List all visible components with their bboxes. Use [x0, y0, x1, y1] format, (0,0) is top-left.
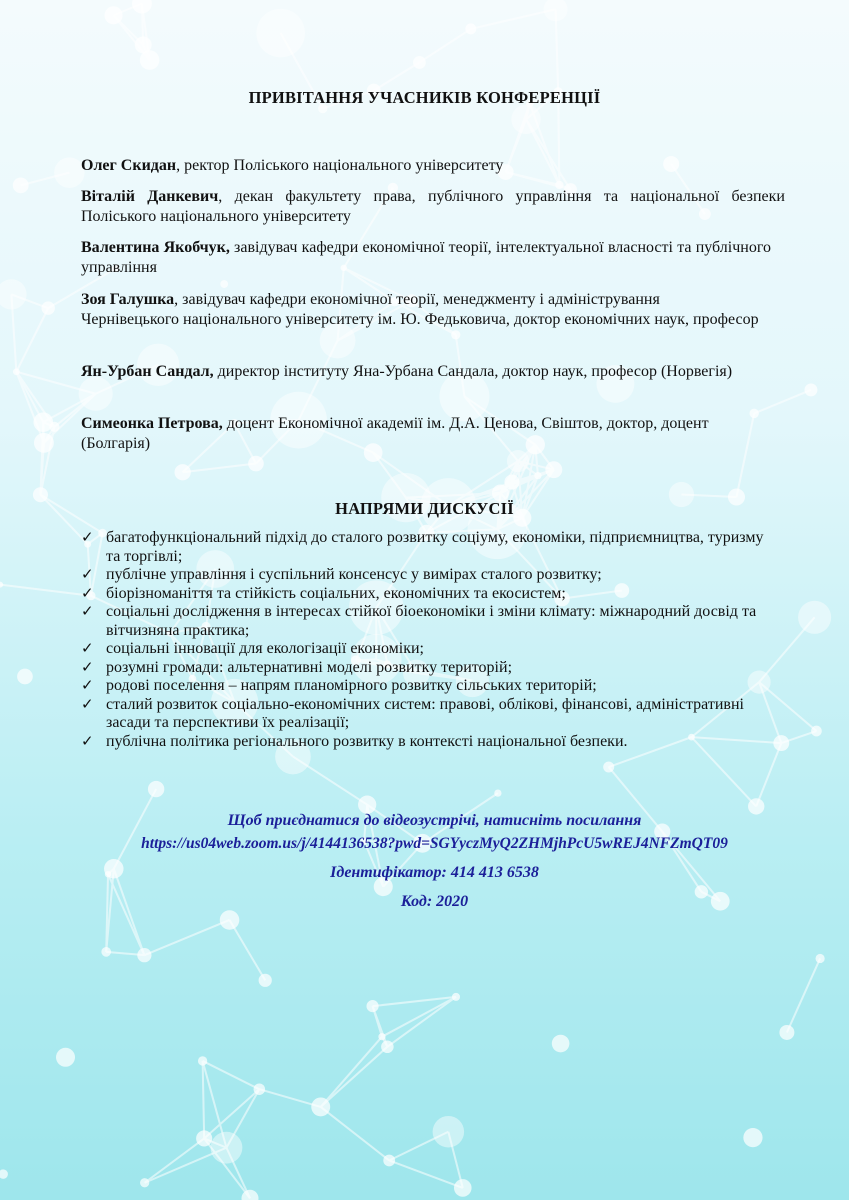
person-name: Симеонка Петрова, — [81, 415, 223, 432]
list-item — [81, 529, 781, 566]
list-item-text: публічне управління і суспільний консенсус у вимірах сталого розвитку; — [106, 566, 602, 583]
checkmark-icon: ✓ — [81, 604, 94, 620]
join-instruction: Щоб приєднатися до відеозустрічі, натисніть посилання — [227, 812, 642, 829]
list-item-text: соціальні дослідження в інтересах стійкої біоекономіки і зміни клімату: міжнародний досвід та вітчизняна практика; — [106, 603, 757, 639]
checkmark-icon: ✓ — [81, 641, 94, 657]
person-role: директор інституту Яна-Урбана Сандала, доктор наук, професор (Норвегія) — [213, 363, 733, 380]
person-role: доцент Економічної академії ім. Д.А. Ценова, Свіштов, доктор, доцент (Болгарія) — [81, 415, 709, 452]
meeting-code: Код: 2020 — [400, 893, 469, 910]
list-item — [81, 603, 781, 640]
checkmark-icon: ✓ — [81, 696, 94, 713]
person-name: Віталій Данкевич — [81, 188, 219, 205]
person-name: Олег Скидан — [81, 157, 177, 174]
list-item — [81, 566, 781, 585]
list-item — [81, 677, 781, 696]
meeting-id: Ідентифікатор: 414 413 6538 — [330, 864, 539, 881]
person-name: Валентина Якобчук, — [81, 239, 230, 256]
directions-list — [81, 529, 781, 751]
person-name: Зоя Галушка — [81, 291, 175, 308]
list-item-text: біорізноманіття та стійкість соціальних, економічних та екосистем; — [106, 584, 566, 602]
greeting-person — [81, 290, 761, 330]
greetings-title: ПРИВІТАННЯ УЧАСНИКІВ КОНФЕРЕНЦІЇ — [248, 88, 601, 107]
checkmark-icon: ✓ — [81, 567, 94, 583]
checkmark-icon: ✓ — [81, 530, 94, 546]
person-name: Ян-Урбан Сандал, — [81, 363, 214, 380]
zoom-link[interactable]: https://us04web.zoom.us/j/4144136538?pwd=SGYyczMyQ2ZHMjhPcU5wREJ4NFZmQT09 — [141, 835, 728, 852]
person-role: завідувач кафедри економічної теорії, інтелектуальної власності та публічного управління — [81, 239, 771, 276]
list-item — [81, 640, 781, 659]
greeting-person — [81, 156, 785, 176]
list-item-text: розумні громади: альтернативні моделі розвитку територій; — [106, 658, 513, 676]
list-item-text: сталий розвиток соціально-економічних систем: правові, облікові, фінансові, адміністративні засади та перспективи їх реалізації; — [106, 695, 744, 731]
list-item — [81, 696, 781, 733]
greeting-person — [81, 414, 771, 454]
list-item-text: родові поселення – напрям планомірного розвитку сільських територій; — [106, 677, 597, 694]
list-item — [81, 585, 781, 604]
list-item — [81, 659, 781, 678]
checkmark-icon: ✓ — [81, 678, 94, 694]
list-item-text: багатофункціональний підхід до сталого розвитку соціуму, економіки, підприємництва, туризму та торгівлі; — [106, 529, 764, 565]
list-item — [81, 733, 781, 752]
directions-title: НАПРЯМИ ДИСКУСІЇ — [335, 499, 514, 518]
checkmark-icon: ✓ — [81, 585, 94, 602]
checkmark-icon: ✓ — [81, 733, 94, 750]
greeting-person — [81, 187, 785, 227]
checkmark-icon: ✓ — [81, 659, 94, 676]
person-role: , ректор Поліського національного університету — [176, 157, 504, 174]
person-role: , завідувач кафедри економічної теорії, менеджменту і адміністрування Чернівецького національного університету ім. Ю. Федьковича, доктор економічних наук, професор — [81, 291, 759, 328]
greeting-person — [81, 362, 771, 382]
list-item-text: публічна політика регіонального розвитку в контексті національної безпеки. — [106, 732, 628, 750]
list-item-text: соціальні інновації для екологізації економіки; — [106, 640, 424, 657]
greeting-person — [81, 238, 771, 278]
person-role: , декан факультету права, публічного управління та національної безпеки Поліського національного університету — [81, 188, 785, 225]
